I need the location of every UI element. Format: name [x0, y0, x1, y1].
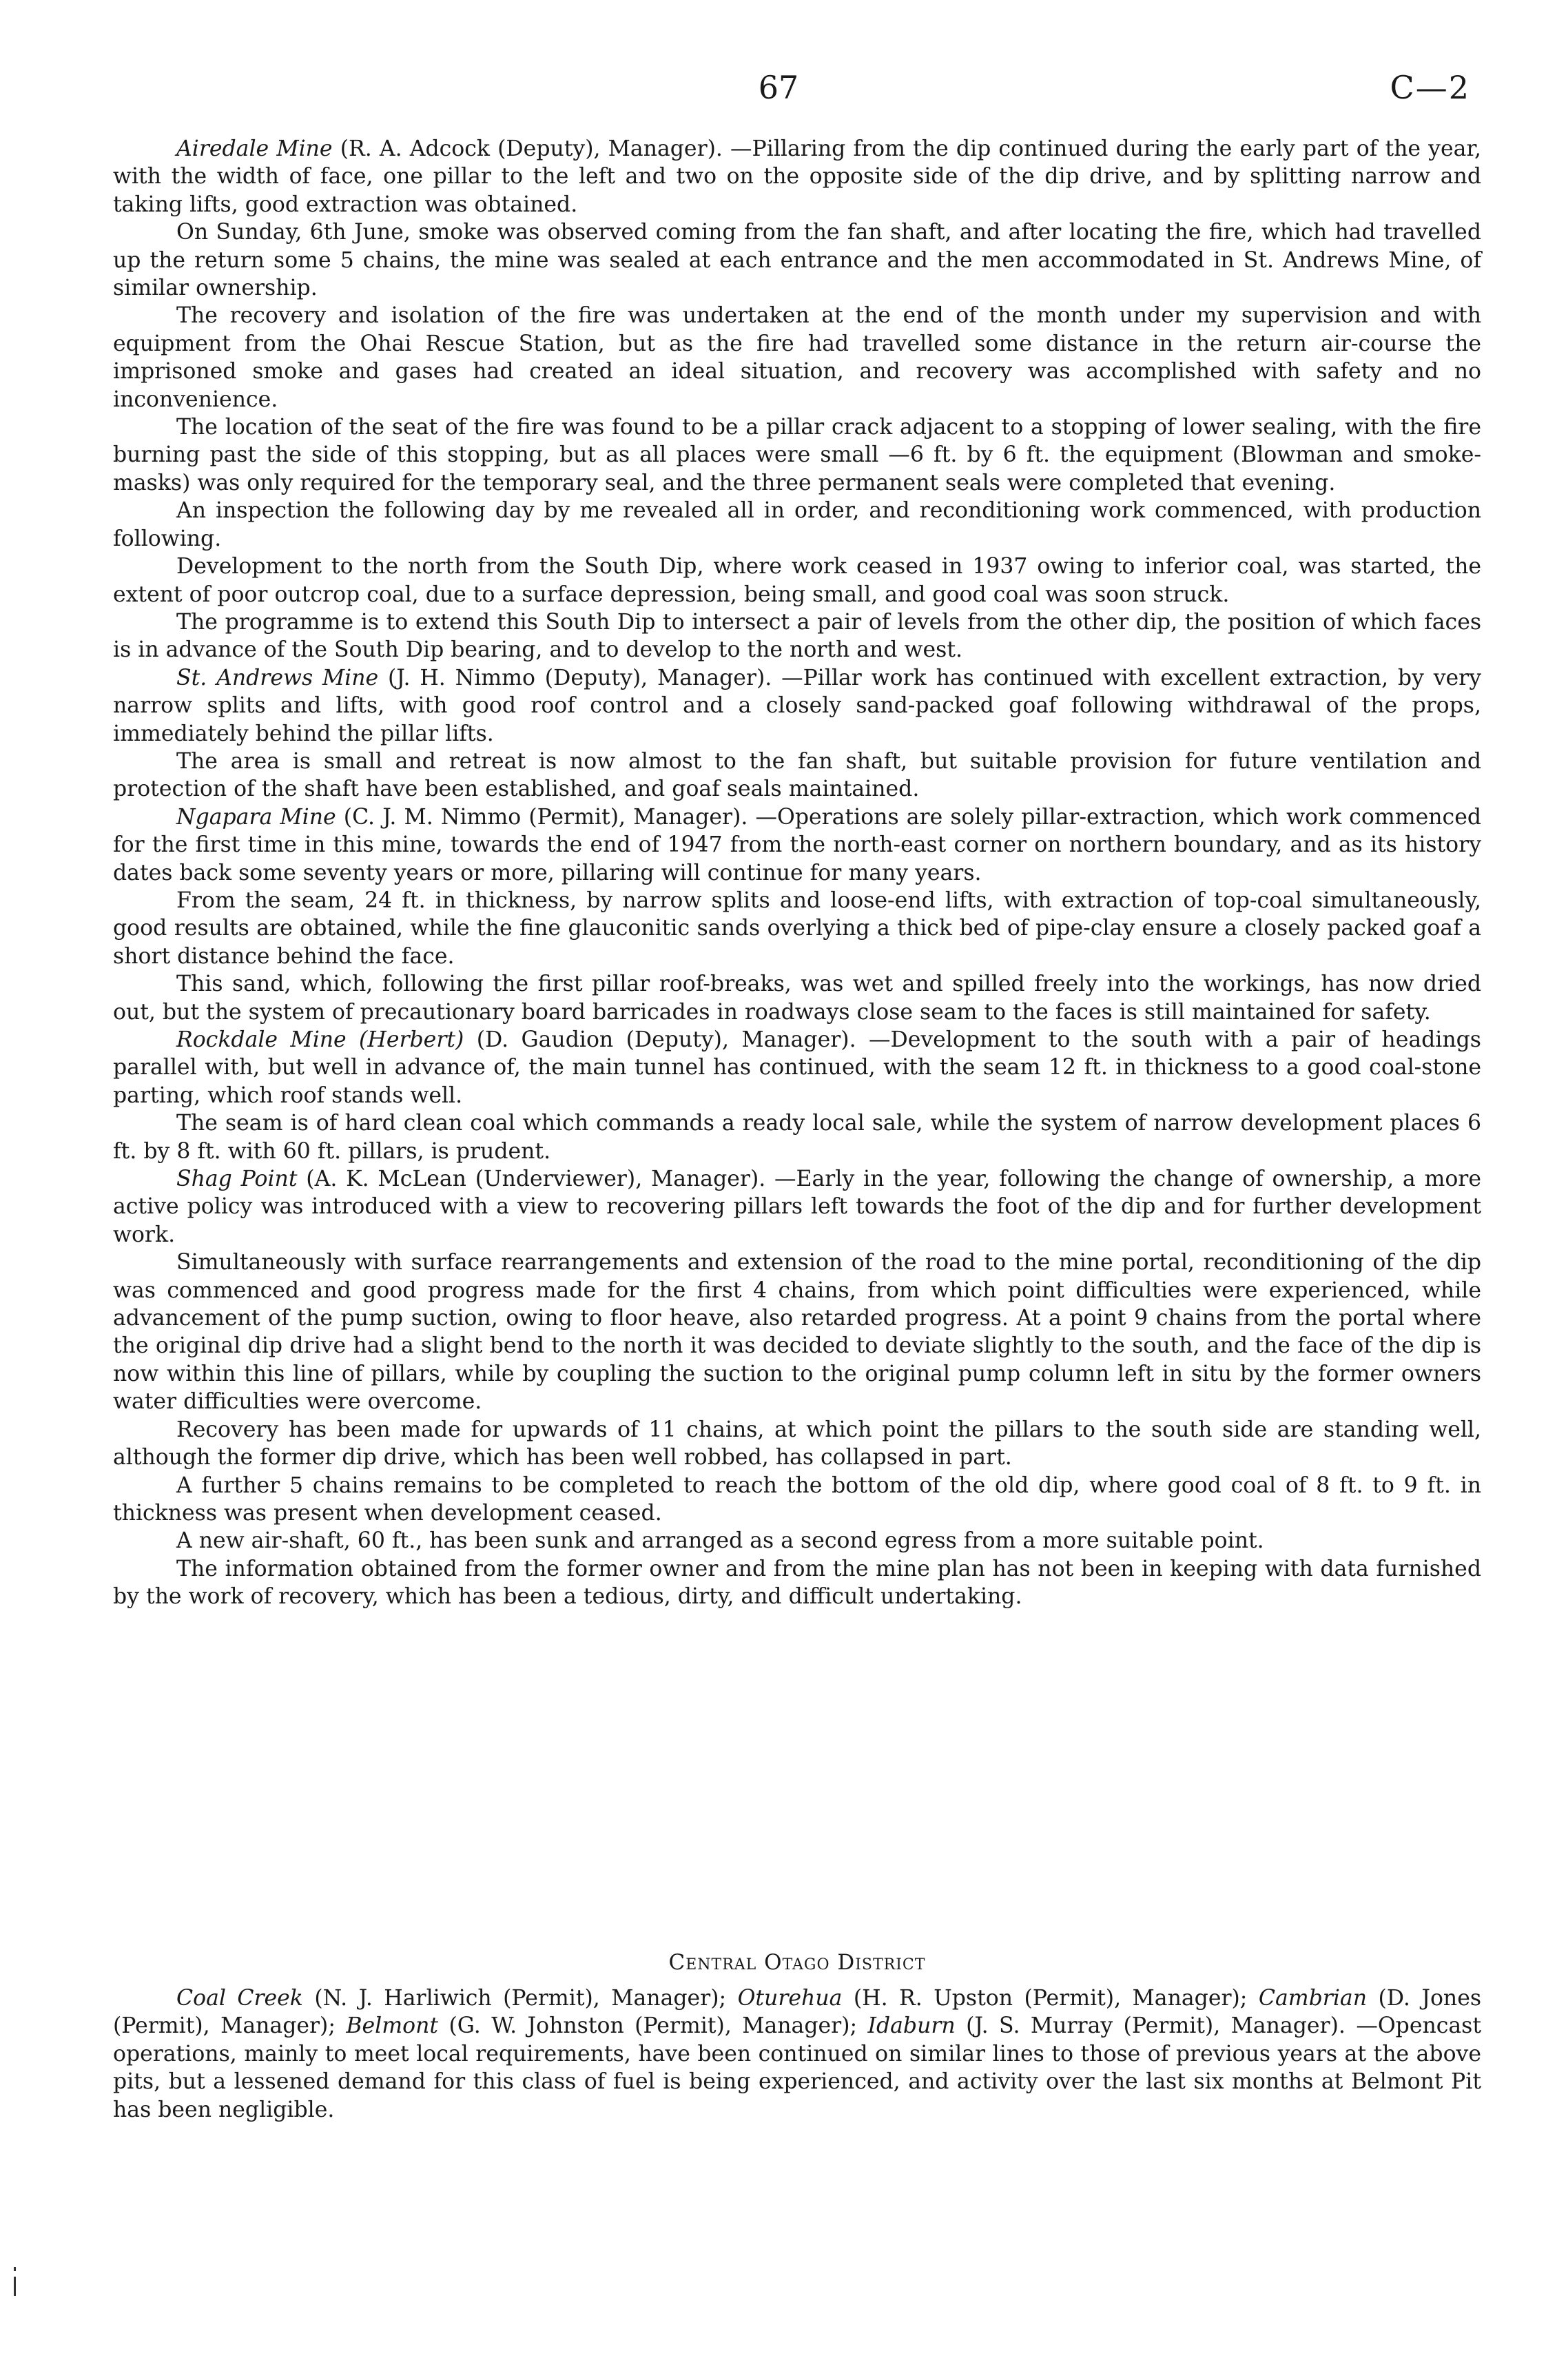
mine-name: St. Andrews Mine	[176, 665, 379, 690]
paragraph: An inspection the following day by me revealed all in order, and reconditioning work commenced, with production following.	[113, 498, 1481, 551]
paragraph: On Sunday, 6th June, smoke was observed coming from the fan shaft, and after locating the fire, which had travelled up the return some 5 chains, the mine was sealed at each entrance and the men accommodated in St. Andrews Mine, of similar ownership.	[113, 220, 1481, 301]
mine-name: Cambrian	[1258, 1986, 1367, 2011]
paragraph: This sand, which, following the first pillar roof-breaks, was wet and spilled freely into the workings, has now dried out, but the system of precautionary board barricades in roadways close seam to the faces is still maintained for safety.	[113, 972, 1481, 1025]
central-otago-section	[113, 1984, 1481, 2124]
mine-name: Idaburn	[867, 2013, 956, 2039]
paragraph: The programme is to extend this South Dip to intersect a pair of levels from the other dip, the position of which faces is in advance of the South Dip bearing, and to develop to the north and west.	[113, 609, 1481, 663]
paragraph-airedale-mine: Airedale Mine (R. A. Adcock (Deputy), Manager). —Pillaring from the dip continued during the early part of the year, with the width of face, one pillar to the left and two on the opposite side of the dip drive, and by splitting narrow and taking lifts, good extraction was obtained.	[113, 136, 1481, 217]
paragraph: The information obtained from the former owner and from the mine plan has not been in keeping with data furnished by the work of recovery, which has been a tedious, dirty, and difficult undertaking.	[113, 1556, 1481, 1610]
paragraph: A new air-shaft, 60 ft., has been sunk and arranged as a second egress from a more suitable point.	[176, 1528, 1264, 1554]
paragraph-ngapara-mine: Ngapara Mine (C. J. M. Nimmo (Permit), Manager). —Operations are solely pillar-extraction, which work commenced for the first time in this mine, towards the end of 1947 from the north-east corner on northern boundary, and as its history dates back some seventy years or more, pillaring will continue for many years.	[113, 804, 1482, 885]
paragraph: Simultaneously with surface rearrangements and extension of the road to the mine portal, reconditioning of the dip was commenced and good progress made for the first 4 chains, from which point difficulties were experienced, while advancement of the pump suction, owing to floor heave, also retarded progress. At a point 9 chains from the portal where the original dip drive had a slight bend to the north it was decided to deviate slightly to the south, and the face of the dip is now within this line of pillars, while by coupling the suction to the original pump column left in situ by the former owners water difficulties were overcome.	[113, 1250, 1481, 1415]
paragraph: Development to the north from the South Dip, where work ceased in 1937 owing to inferior coal, was started, the extent of poor outcrop coal, due to a surface depression, being small, and good coal was soon struck.	[113, 554, 1481, 607]
mine-name: Oturehua	[737, 1986, 843, 2011]
mine-name: Coal Creek	[176, 1986, 303, 2011]
section-heading-text: Central Otago District	[668, 1950, 926, 1975]
mine-name: Belmont	[346, 2013, 439, 2039]
mine-name: Shag Point	[176, 1167, 298, 1192]
paragraph: The location of the seat of the fire was found to be a pillar crack adjacent to a stopping of lower sealing, with the fire burning past the side of this stopping, but as all places were small —6 ft. by 6 ft. the equipment (Blowman and smoke-masks) was only required for the temporary seal, and the three permanent seals were completed that evening.	[113, 415, 1481, 495]
mine-name: Airedale Mine	[176, 136, 333, 161]
section-heading	[113, 1950, 1481, 1975]
paragraph: The seam is of hard clean coal which commands a ready local sale, while the system of narrow development places 6 ft. by 8 ft. with 60 ft. pillars, is prudent.	[113, 1111, 1481, 1164]
body-text	[113, 135, 1481, 1611]
paragraph: The recovery and isolation of the fire was undertaken at the end of the month under my supervision and with equipment from the Ohai Rescue Station, but as the fire had travelled some distance in the return air-course the imprisoned smoke and gases had created an ideal situation, and recovery was accomplished with safety and no inconvenience.	[113, 303, 1481, 412]
paragraph: A further 5 chains remains to be completed to reach the bottom of the old dip, where good coal of 8 ft. to 9 ft. in thickness was present when development ceased.	[113, 1473, 1481, 1526]
paragraph-rockdale-mine: Rockdale Mine (Herbert) (D. Gaudion (Deputy), Manager). —Development to the south with a pair of headings parallel with, but well in advance of, the main tunnel has continued, with the seam 12 ft. in thickness to a good coal-stone parting, which roof stands well.	[113, 1027, 1481, 1108]
paragraph-central-otago-pits: Coal Creek (N. J. Harliwich (Permit), Manager); Oturehua (H. R. Upston (Permit), Manager); Cambrian (D. Jones (Permit), Manager); Belmont (G. W. Johnston (Permit), Manager); Idaburn (J. S. Murray (Permit), Manager). —Opencast operations, mainly to meet local requirements, have been continued on similar lines to those of previous years at the above pits, but a lessened demand for this class of fuel is being experienced, and activity over the last six months at Belmont Pit has been negligible.	[113, 1986, 1482, 2122]
mine-name: Rockdale Mine (Herbert)	[176, 1027, 464, 1052]
page-number: 67	[758, 69, 799, 106]
mine-name: Ngapara Mine	[176, 804, 336, 830]
page-reference: C—2	[1390, 69, 1470, 106]
paragraph-st-andrews-mine: St. Andrews Mine (J. H. Nimmo (Deputy), Manager). —Pillar work has continued with excellent extraction, by very narrow splits and lifts, with good roof control and a closely sand-packed goaf following withdrawal of the props, immediately behind the pillar lifts.	[113, 665, 1481, 746]
paragraph: The area is small and retreat is now almost to the fan shaft, but suitable provision for future ventilation and protection of the shaft have been established, and goaf seals maintained.	[113, 748, 1481, 802]
paragraph-shag-point: Shag Point (A. K. McLean (Underviewer), Manager). —Early in the year, following the change of ownership, a more active policy was introduced with a view to recovering pillars left towards the foot of the dip and for further development work.	[113, 1167, 1481, 1247]
paragraph: From the seam, 24 ft. in thickness, by narrow splits and loose-end lifts, with extraction of top-coal simultaneously, good results are obtained, while the fine glauconitic sands overlying a thick bed of pipe-clay ensure a closely packed goaf a short distance behind the face.	[113, 888, 1481, 969]
paragraph: Recovery has been made for upwards of 11 chains, at which point the pillars to the south side are standing well, although the former dip drive, which has been well robbed, has collapsed in part.	[113, 1417, 1481, 1470]
margin-mark	[14, 2267, 17, 2297]
